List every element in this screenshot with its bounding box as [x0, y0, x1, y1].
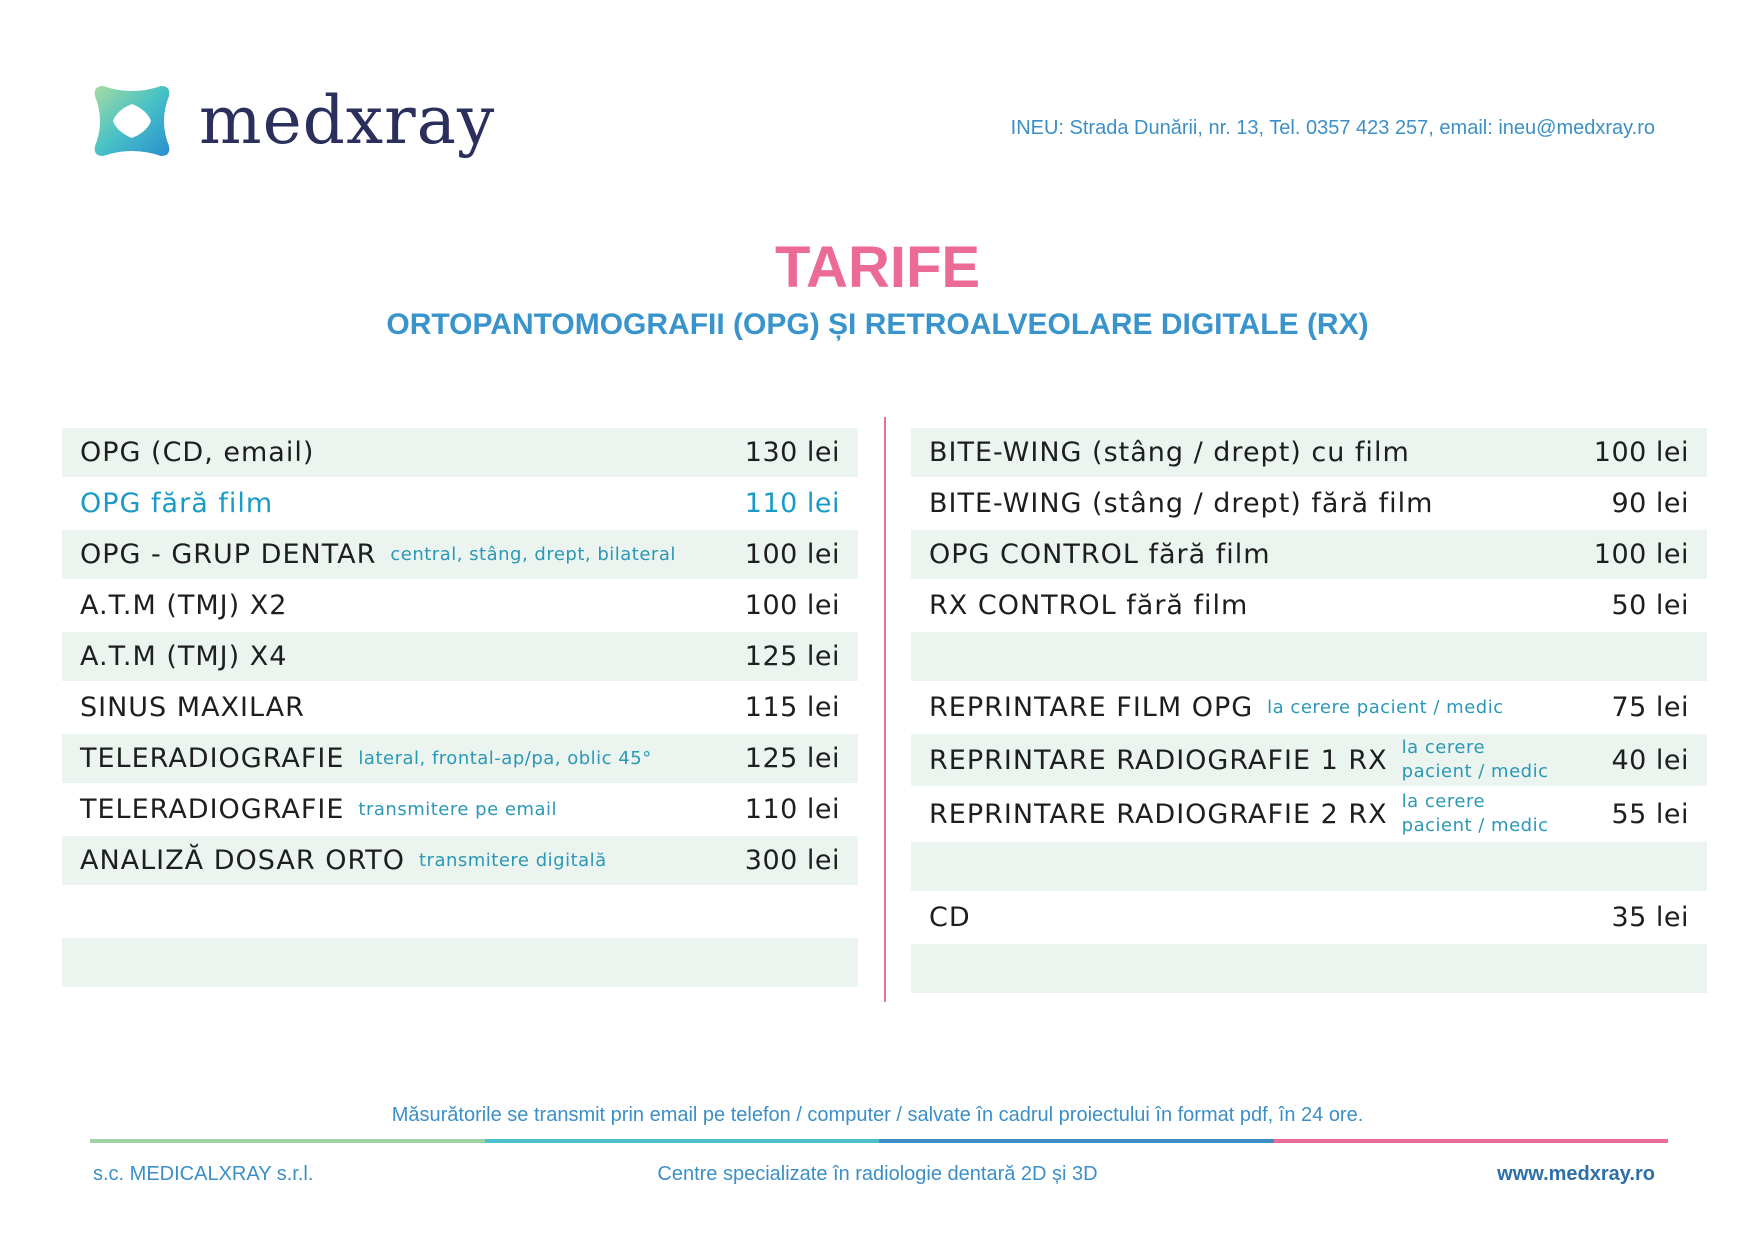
page-title: TARIFE	[774, 235, 981, 300]
service-name: SINUS MAXILAR	[80, 692, 305, 723]
contact-info: INEU: Strada Dunării, nr. 13, Tel. 0357 423 257, email: ineu@medxray.ro	[1010, 117, 1655, 139]
service-name: A.T.M (TMJ) X2	[80, 590, 288, 621]
service-name: REPRINTARE FILM OPG	[929, 692, 1254, 723]
service-price: 55 lei	[1611, 798, 1689, 830]
price-row	[62, 632, 858, 681]
service-name: CD	[929, 902, 971, 933]
price-row	[911, 479, 1707, 528]
price-row	[62, 581, 858, 630]
price-row	[911, 581, 1707, 630]
price-row	[62, 734, 858, 783]
empty-row	[62, 938, 858, 987]
brand-logo	[93, 84, 495, 158]
service-name: RX CONTROL fără film	[929, 590, 1249, 621]
service-price: 125 lei	[744, 743, 840, 774]
footer-tagline: Centre specializate în radiologie dentară 2D și 3D	[657, 1163, 1098, 1185]
service-note: la cerere pacient / medic	[1401, 737, 1549, 782]
service-name: OPG - GRUP DENTAR	[80, 539, 377, 570]
company-name: s.c. MEDICALXRAY s.r.l.	[93, 1163, 314, 1185]
footer-note: Măsurătorile se transmit prin email pe telefon / computer / salvate în cadrul proiectului în format pdf, în 24 ore.	[391, 1104, 1364, 1126]
empty-row	[911, 842, 1707, 891]
service-price: 75 lei	[1611, 692, 1689, 723]
service-price: 90 lei	[1611, 488, 1689, 519]
service-price: 35 lei	[1611, 902, 1689, 933]
price-row	[911, 893, 1707, 942]
service-price: 110 lei	[744, 488, 840, 519]
service-note: central, stâng, drept, bilateral	[390, 544, 676, 565]
service-price: 115 lei	[744, 692, 840, 723]
service-name: OPG fără film	[80, 488, 274, 519]
price-list-right	[911, 428, 1707, 995]
service-price: 50 lei	[1611, 590, 1689, 621]
service-name: ANALIZĂ DOSAR ORTO	[80, 845, 405, 876]
column-divider	[884, 417, 886, 1002]
logo-wordmark: medxray	[199, 82, 496, 159]
service-name: REPRINTARE RADIOGRAFIE 2 RX	[929, 798, 1388, 830]
price-row	[911, 428, 1707, 477]
service-name: TELERADIOGRAFIE	[80, 794, 345, 825]
service-note: la cerere pacient / medic	[1401, 791, 1549, 836]
service-price: 100 lei	[1593, 539, 1689, 570]
service-note: lateral, frontal-ap/pa, oblic 45°	[358, 748, 652, 769]
service-name: BITE-WING (stâng / drept) cu film	[929, 437, 1410, 468]
price-row	[911, 734, 1707, 786]
price-row	[62, 479, 858, 528]
footer-divider	[90, 1139, 1668, 1143]
service-name: BITE-WING (stâng / drept) fără film	[929, 488, 1434, 519]
empty-row	[62, 887, 858, 936]
service-name: OPG CONTROL fără film	[929, 539, 1271, 570]
empty-row	[911, 944, 1707, 993]
price-row	[62, 683, 858, 732]
price-row	[62, 428, 858, 477]
service-price: 100 lei	[744, 539, 840, 570]
service-note: transmitere digitală	[418, 850, 607, 871]
service-price: 125 lei	[744, 641, 840, 672]
service-price: 130 lei	[744, 437, 840, 468]
price-row	[62, 785, 858, 834]
price-row	[911, 530, 1707, 579]
page-subtitle: ORTOPANTOMOGRAFII (OPG) ȘI RETROALVEOLARE DIGITALE (RX)	[386, 308, 1369, 341]
service-price: 300 lei	[744, 845, 840, 876]
service-price: 100 lei	[1593, 437, 1689, 468]
price-list-left	[62, 428, 858, 989]
service-price: 40 lei	[1611, 744, 1689, 776]
service-name: TELERADIOGRAFIE	[80, 743, 345, 774]
service-note: transmitere pe email	[358, 799, 558, 820]
empty-row	[911, 632, 1707, 681]
medxray-logo-icon	[93, 84, 171, 158]
website-link[interactable]: www.medxray.ro	[1497, 1163, 1655, 1185]
price-row	[62, 530, 858, 579]
price-row	[911, 788, 1707, 840]
service-note: la cerere pacient / medic	[1267, 697, 1504, 718]
service-name: OPG (CD, email)	[80, 437, 315, 468]
service-price: 110 lei	[744, 794, 840, 825]
service-name: REPRINTARE RADIOGRAFIE 1 RX	[929, 744, 1388, 776]
price-row	[62, 836, 858, 885]
service-price: 100 lei	[744, 590, 840, 621]
price-row	[911, 683, 1707, 732]
service-name: A.T.M (TMJ) X4	[80, 641, 288, 672]
